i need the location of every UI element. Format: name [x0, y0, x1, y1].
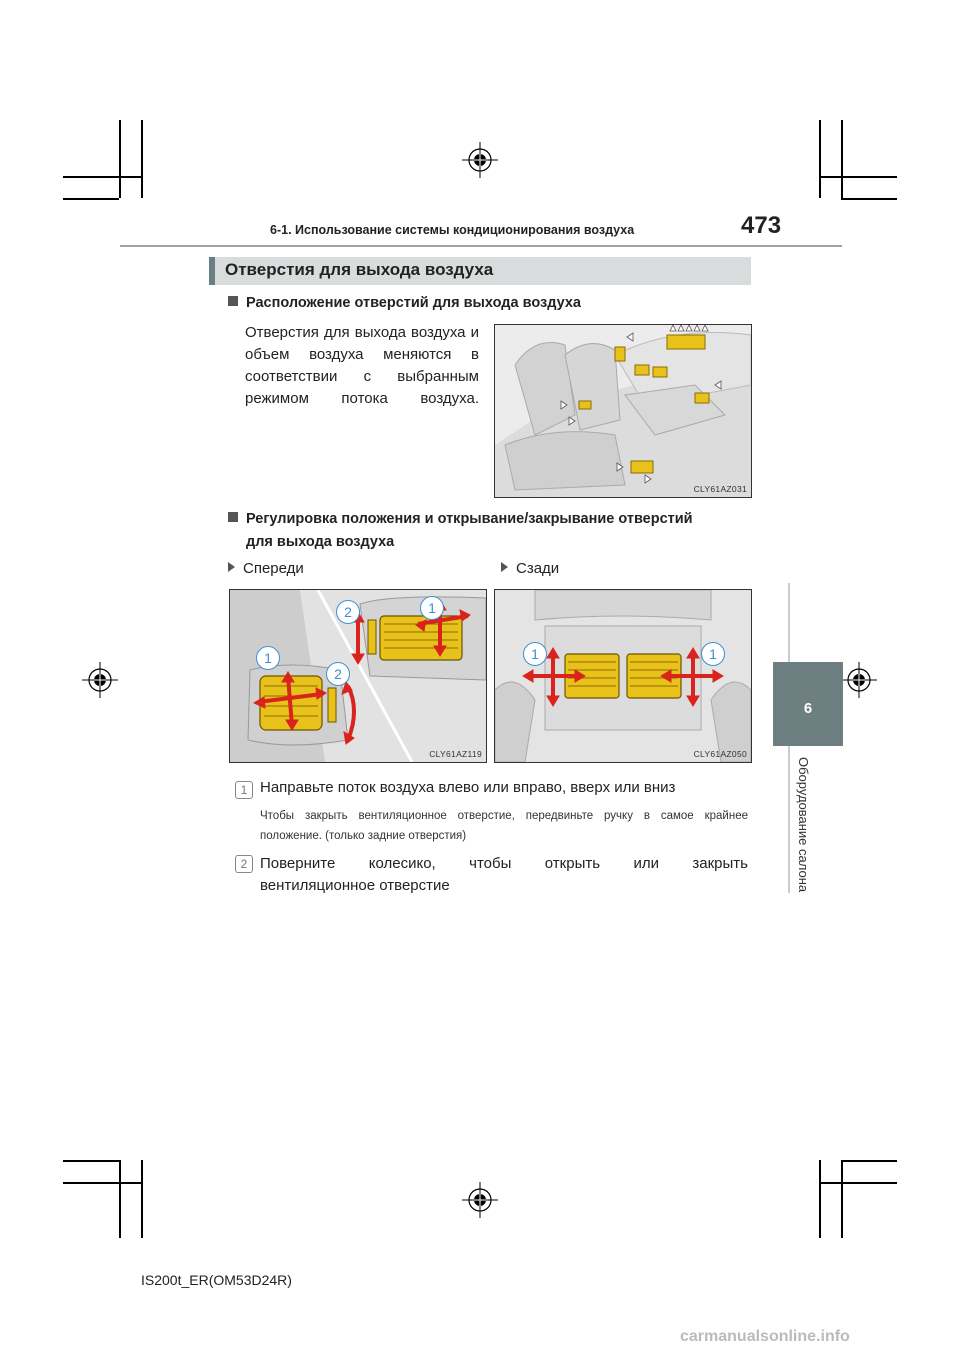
- crop-mark: [841, 1160, 897, 1162]
- registration-mark-icon: [82, 662, 118, 698]
- crop-mark: [141, 1160, 143, 1238]
- watermark: carmanualsonline.info: [680, 1328, 850, 1345]
- crop-mark: [141, 120, 143, 198]
- section-title: Отверстия для выхода воздуха: [225, 260, 494, 279]
- page-number: 473: [741, 212, 782, 239]
- step-1-note: Чтобы закрыть вентиляционное отверстие, передвиньте ручку в самое крайнее положение. (только задние отверстия): [260, 810, 748, 842]
- step-2-text-line2: вентиляционное отверстие: [260, 877, 450, 894]
- rear-label-text: Сзади: [516, 560, 560, 577]
- crop-mark: [841, 120, 843, 198]
- location-heading-text: Расположение отверстий для выхода воздуха: [246, 295, 581, 311]
- chapter-number: 6: [803, 700, 813, 717]
- interior-vents-figure: [494, 324, 752, 498]
- crop-mark: [819, 176, 897, 178]
- chapter-title: Оборудование салона: [796, 757, 811, 893]
- interior-illustration: [495, 325, 751, 497]
- section-accent: [209, 257, 215, 285]
- callout-2: 2: [326, 662, 350, 686]
- document-code: IS200t_ER(OM53D24R): [141, 1272, 292, 1288]
- crop-mark: [63, 176, 141, 178]
- adjust-heading: [228, 508, 752, 554]
- rear-vents-illustration: [495, 590, 751, 762]
- crop-mark: [119, 1160, 121, 1238]
- registration-mark-icon: [462, 142, 498, 178]
- step-1-text: Направьте поток воздуха влево или вправо, вверх или вниз: [260, 779, 676, 796]
- rear-vents-figure: [494, 589, 752, 763]
- step-2-text: [260, 853, 748, 897]
- crop-mark: [819, 120, 821, 198]
- crop-mark: [819, 1160, 821, 1238]
- figure-code: CLY61AZ031: [693, 484, 747, 494]
- registration-mark-icon: [462, 1182, 498, 1218]
- figure-code: CLY61AZ119: [429, 749, 482, 759]
- crop-mark: [841, 1160, 843, 1238]
- crop-mark: [63, 1160, 119, 1162]
- figure-code: CLY61AZ050: [693, 749, 747, 759]
- front-label-text: Спереди: [243, 560, 304, 577]
- adjust-heading-text1: Регулировка положения и открывание/закрывание отверстий: [246, 511, 693, 527]
- callout-1: 1: [523, 642, 547, 666]
- adjust-heading-line1-wrap: [228, 508, 693, 531]
- step-number-badge: 1: [235, 781, 253, 799]
- step-2-text-line1: Поверните колесико, чтобы открыть или закрыть: [260, 855, 748, 872]
- section-title-bar: [209, 257, 751, 285]
- adjust-heading-text2: для выхода воздуха: [246, 534, 395, 550]
- header-rule: [120, 245, 842, 247]
- registration-mark-icon: [841, 662, 877, 698]
- step-number-badge: 2: [235, 855, 253, 873]
- square-bullet-icon: [228, 512, 238, 522]
- callout-2: 2: [336, 600, 360, 624]
- square-bullet-icon: [228, 296, 238, 306]
- crop-mark: [63, 1182, 141, 1184]
- callout-1: 1: [701, 642, 725, 666]
- rear-label: [501, 560, 559, 577]
- crop-mark: [119, 120, 121, 198]
- callout-1: 1: [420, 596, 444, 620]
- triangle-bullet-icon: [228, 562, 235, 572]
- front-vents-figure: [229, 589, 487, 763]
- front-label: [228, 560, 304, 577]
- crop-mark: [819, 1182, 897, 1184]
- crop-mark: [841, 198, 897, 200]
- running-header: 6-1. Использование системы кондиционирования воздуха: [270, 223, 635, 237]
- callout-1: 1: [256, 646, 280, 670]
- location-text: Отверстия для выхода воздуха и объем воздуха меняются в соответствии с выбранным режимом потока воздуха.: [245, 324, 479, 407]
- triangle-bullet-icon: [501, 562, 508, 572]
- location-heading: [228, 292, 581, 315]
- adjust-heading-line1: [228, 508, 752, 531]
- crop-mark: [63, 198, 119, 200]
